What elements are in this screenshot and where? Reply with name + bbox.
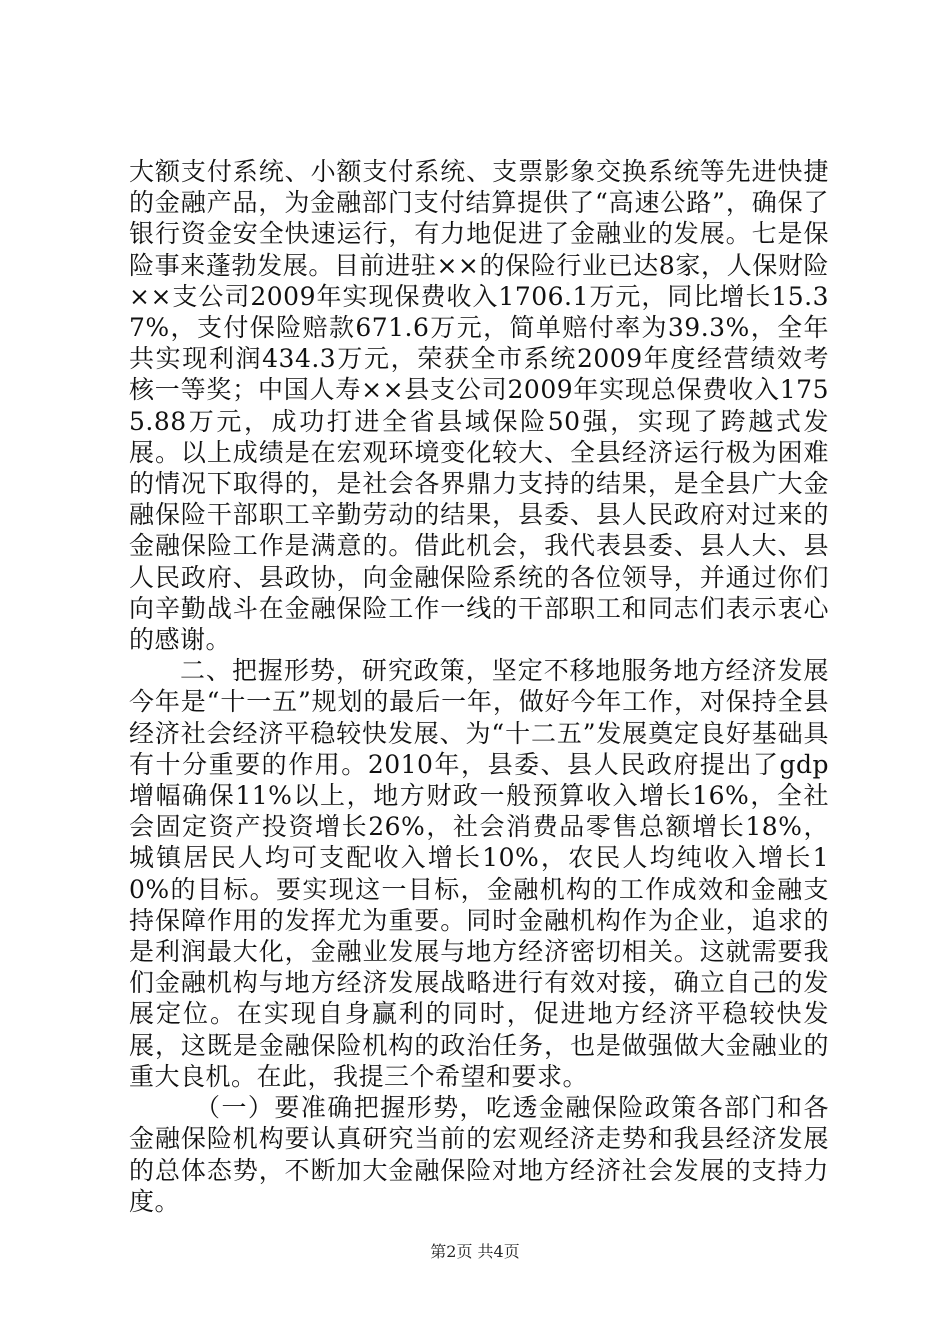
page-footer: 第2页 共4页 <box>430 1242 520 1261</box>
document-body <box>129 156 829 1217</box>
paragraph-subsection-one: （一）要准确把握形势，吃透金融保险政策各部门和各金融保险机构要认真研究当前的宏观经济走势和我县经济发展的总体态势，不断加大金融保险对地方经济社会发展的支持力度。 <box>129 1093 829 1216</box>
paragraph-section-two: 二、把握形势，研究政策，坚定不移地服务地方经济发展今年是“十一五”规划的最后一年，做好今年工作，对保持全县经济社会经济平稳较快发展、为“十二五”发展奠定良好基础具有十分重要的作用。2010年，县委、县人民政府提出了gdp增幅确保11%以上，地方财政一般预算收入增长16%，全社会固定资产投资增长26%，社会消费品零售总额增长18%，城镇居民人均可支配收入增长10%，农民人均纯收入增长10%的目标。要实现这一目标，金融机构的工作成效和金融支持保障作用的发挥尤为重要。同时金融机构作为企业，追求的是利润最大化，金融业发展与地方经济密切相关。这就需要我们金融机构与地方经济发展战略进行有效对接，确立自己的发展定位。在实现自身赢利的同时，促进地方经济平稳较快发展，这既是金融保险机构的政治任务，也是做强做大金融业的重大良机。在此，我提三个希望和要求。 <box>129 656 829 1091</box>
paragraph-continuation: 大额支付系统、小额支付系统、支票影象交换系统等先进快捷的金融产品，为金融部门支付结算提供了“高速公路”，确保了银行资金安全快速运行，有力地促进了金融业的发展。七是保险事来蓬勃发展。目前进驻××的保险行业已达8家，人保财险××支公司2009年实现保费收入1706.1万元，同比增长15.37%，支付保险赔款671.6万元，简单赔付率为39.3%，全年共实现利润434.3万元，荣获全市系统2009年度经营绩效考核一等奖；中国人寿××县支公司2009年实现总保费收入1755.88万元，成功打进全省县域保险50强，实现了跨越式发展。以上成绩是在宏观环境变化较大、全县经济运行极为困难的情况下取得的，是社会各界鼎力支持的结果，是全县广大金融保险干部职工辛勤劳动的结果，县委、县人民政府对过来的金融保险工作是满意的。借此机会，我代表县委、县人大、县人民政府、县政协，向金融保险系统的各位领导，并通过你们向辛勤战斗在金融保险工作一线的干部职工和同志们表示衷心的感谢。 <box>129 157 829 655</box>
